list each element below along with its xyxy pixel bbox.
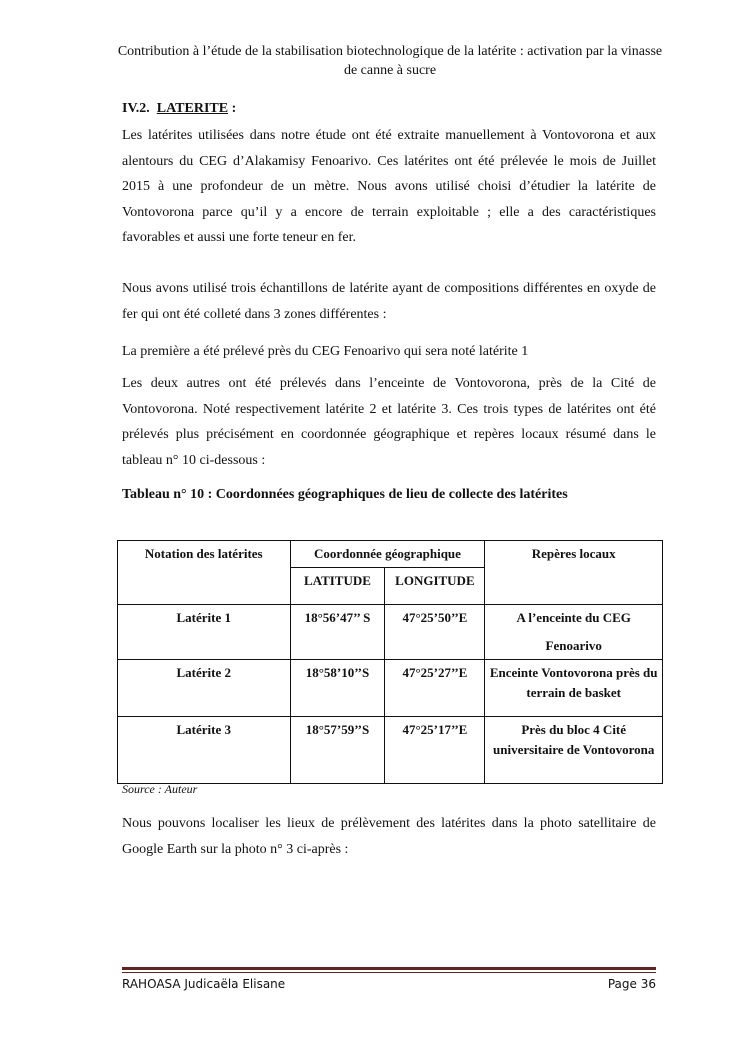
page-number: Page 36	[607, 977, 656, 991]
header-coord: Coordonnée géographique	[290, 541, 485, 568]
footer-rule	[122, 967, 656, 970]
paragraph: Les latérites utilisées dans notre étude ont été extraite manuellement à Vontovorona et aux alentours du CEG d’Alakamisy Fenoarivo. Ces latérites ont été prélevée le mois de Juillet 2015 à une profondeur de un mètre. Nous avons utilisé choisi d’étudier la latérite de Vontovorona parce qu’il y a encore de terrain exploitable ; elle a des caractéristiques favorables et aussi une forte teneur en fer.	[122, 128, 656, 245]
section-title: LATERITE	[156, 101, 229, 116]
header-longitude: LONGITUDE	[385, 568, 485, 605]
cell-lat: 18°56’47’’ S	[290, 605, 385, 660]
table-row	[118, 660, 663, 717]
footer	[122, 977, 656, 991]
cell-rep-line: Fenoarivo	[545, 638, 602, 653]
paragraph: La première a été prélevé près du CEG Fenoarivo qui sera noté latérite 1	[122, 344, 529, 359]
cell-rep: Près du bloc 4 Cité universitaire de Vontovorona	[485, 717, 663, 784]
table-source: Source : Auteur	[122, 782, 198, 796]
cell-name: Latérite 3	[118, 717, 291, 784]
paragraph: Les deux autres ont été prélevés dans l’enceinte de Vontovorona, près de la Cité de Vontovorona. Noté respectivement latérite 2 et latérite 3. Ces trois types de latérites ont été prélevés plus précisément en coordonnée géographique et repères locaux résumé dans le tableau n° 10 ci-dessous :	[122, 376, 656, 468]
running-header: Contribution à l’étude de la stabilisation biotechnologique de la latérite : activation par la vinasse de canne à sucre	[117, 44, 663, 78]
section-suffix: :	[228, 101, 237, 116]
cell-rep: Enceinte Vontovorona près du terrain de basket	[485, 660, 663, 717]
header-latitude: LATITUDE	[290, 568, 385, 605]
paragraph: Nous pouvons localiser les lieux de prélèvement des latérites dans la photo satellitaire de Google Earth sur la photo n° 3 ci-après :	[122, 816, 656, 857]
cell-lon: 47°25’27’’E	[385, 660, 485, 717]
cell-lat: 18°58’10’’S	[290, 660, 385, 717]
section-number: IV.2.	[122, 101, 150, 116]
table-caption: Tableau n° 10 : Coordonnées géographiques de lieu de collecte des latérites	[122, 487, 568, 502]
cell-rep-line: A l’enceinte du CEG	[516, 610, 631, 625]
footer-rule-thin	[122, 972, 656, 973]
cell-name: Latérite 2	[118, 660, 291, 717]
paragraph: Nous avons utilisé trois échantillons de latérite ayant de compositions différentes en oxyde de fer qui ont été colleté dans 3 zones différentes :	[122, 281, 656, 322]
table-row	[118, 605, 663, 660]
section-heading	[122, 101, 236, 117]
table-row	[118, 717, 663, 784]
cell-lon: 47°25’50’’E	[385, 605, 485, 660]
footer-author: RAHOASA Judicaëla Elisane	[122, 977, 286, 991]
cell-lat: 18°57’59’’S	[290, 717, 385, 784]
cell-name: Latérite 1	[118, 605, 291, 660]
header-notation: Notation des latérites	[118, 541, 291, 605]
cell-rep	[485, 605, 663, 660]
coordinates-table	[117, 540, 663, 784]
cell-lon: 47°25’17’’E	[385, 717, 485, 784]
header-reperes: Repères locaux	[485, 541, 663, 605]
